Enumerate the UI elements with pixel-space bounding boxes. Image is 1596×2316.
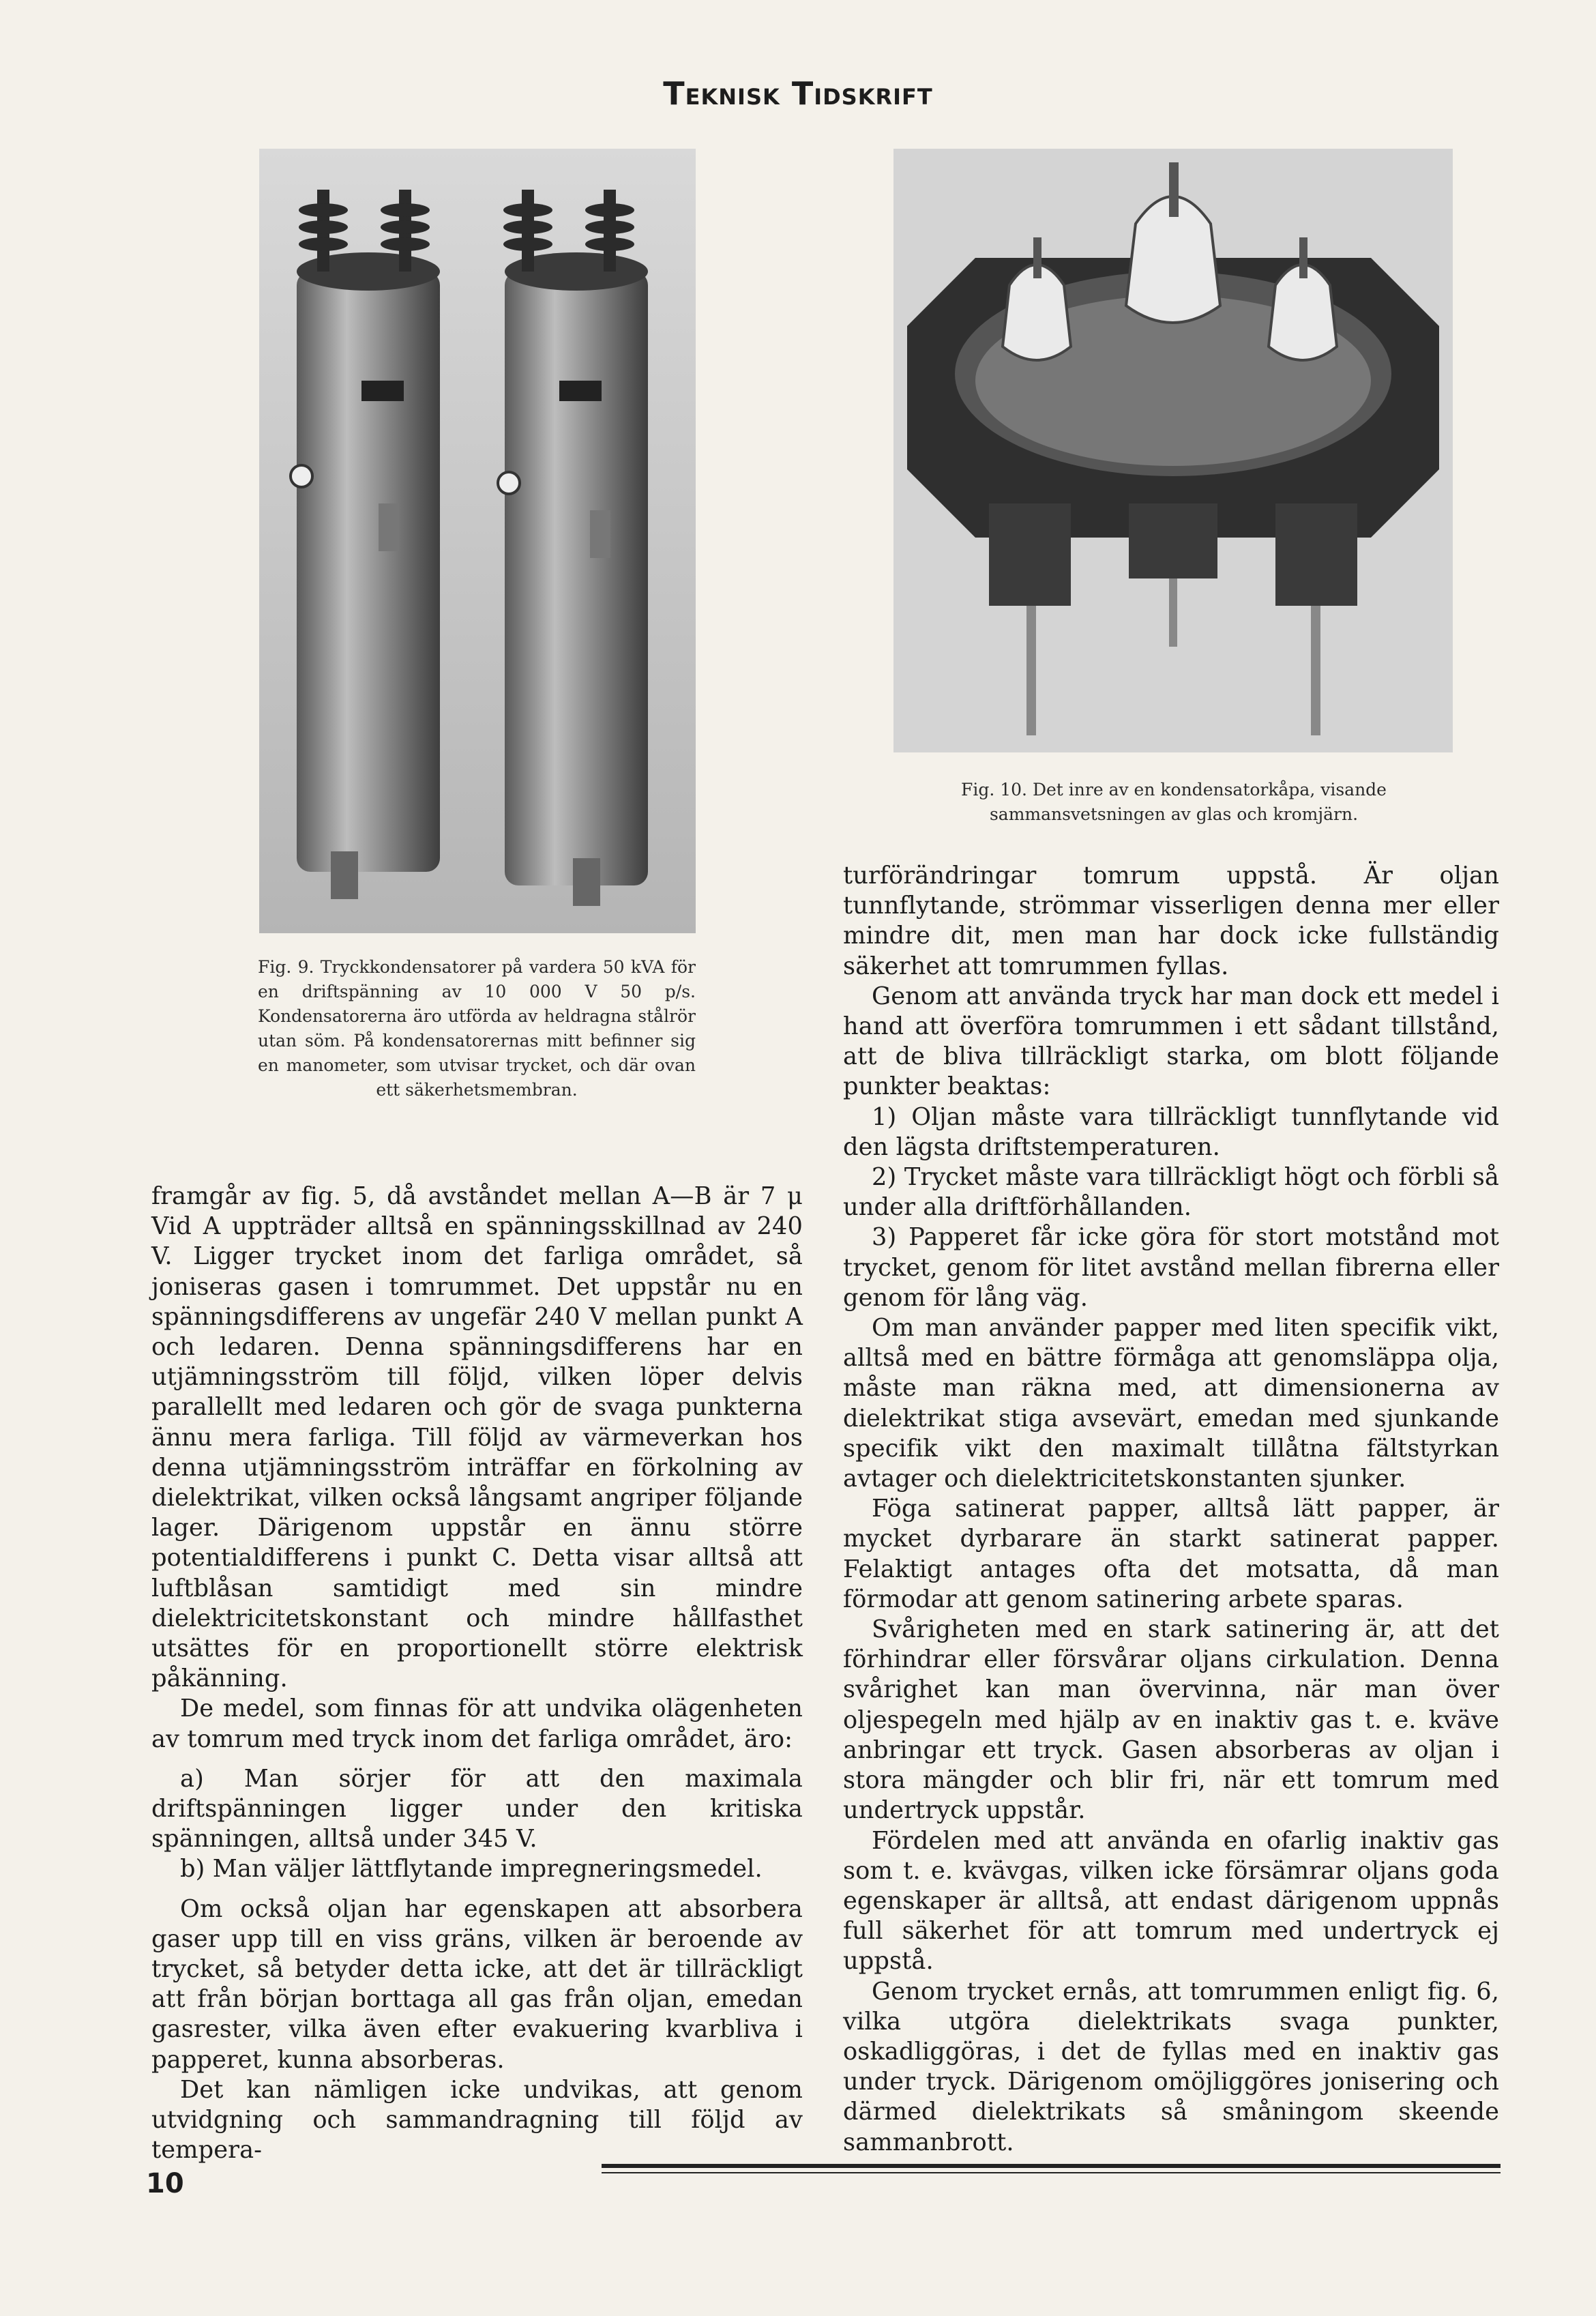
paragraph: Föga satinerat papper, alltså lätt papper, är mycket dyrbarare än starkt satinerat papper. Felaktigt antages ofta det motsatta, då man förmodar att genom satinering arbete sparas. (843, 1495, 1499, 1613)
paragraph: turförändringar tomrum uppstå. Är oljan tunnflytande, strömmar visserligen denna mer eller mindre dit, men man har dock icke fullständig säkerhet att tomrummen fyllas. (843, 862, 1499, 980)
paragraph: framgår av fig. 5, då avståndet mellan A—B är 7 μ Vid A uppträder alltså en spänningsskillnad av 240 V. Ligger trycket inom det farliga området, så joniseras gasen i tomrummet. Det uppstår nu en spänningsdifferens av ungefär 240 V mellan punkt A och ledaren. Denna spänningsdifferens har en utjämningsström till följd, vilken löper delvis parallellt med ledaren och gör de svaga punkterna ännu mera farliga. Till följd av värmeverkan hos denna utjämningsström inträffar en förkolning av dielektrikat, vilken också långsamt angriper följande lager. Därigenom uppstår en ännu större potentialdifferens i punkt C. Detta visar alltså att luftblåsan samtidigt med sin mindre dielektricitetskonstant och mindre hållfasthet utsättes för en proportionellt större elektrisk påkänning. (151, 1182, 803, 1693)
list-item: a) Man sörjer för att den maximala driftspänningen ligger under den kritiska spänningen, alltså under 345 V. (151, 1764, 803, 1853)
list-item: 1) Oljan måste vara tillräckligt tunnflytande vid den lägsta driftstemperaturen. (843, 1102, 1499, 1161)
page-number: 10 (146, 2168, 184, 2199)
footer-rule-thin (602, 2172, 1501, 2173)
paragraph: Fördelen med att använda en ofarlig inaktiv gas som t. e. kvävgas, vilken icke försämrar oljans goda egenskaper är alltså, att endast därigenom uppnås full säkerhet för att tomrum med undertryck ej uppstå. (843, 1826, 1499, 1976)
paragraph: Genom trycket ernås, att tomrummen enligt fig. 6, vilka utgöra dielektrikats svaga punkter, oskadliggöras, i det de fyllas med en inaktiv gas under tryck. Därigenom omöjliggöres jonisering och därmed dielektrikats så småningom skeende sammanbrott. (843, 1977, 1499, 2156)
figure-10-photo (893, 149, 1453, 752)
journal-title: Teknisk Tidskrift (663, 75, 933, 112)
paragraph: De medel, som finnas för att undvika olägenheten av tomrum med tryck inom det farliga området, äro: (151, 1695, 803, 1753)
list-item: 3) Papperet får icke göra för stort motstånd mot trycket, genom för litet avstånd mellan fibrerna eller genom för lång väg. (843, 1223, 1499, 1312)
figure-10-caption: Fig. 10. Det inre av en kondensatorkåpa, visande sammansvetsningen av glas och kromjärn. (961, 780, 1387, 824)
paragraph: Svårigheten med en stark satinering är, att det förhindrar eller försvårar oljans cirkulation. Denna svårighet kan man övervinna, när man över oljespegeln med hjälp av en inaktiv gas t. e. kväve anbringar ett tryck. Gasen absorberas av oljan i stora mängder och blir fri, när ett tomrum med undertryck uppstår. (843, 1615, 1499, 1825)
paragraph: Genom att använda tryck har man dock ett medel i hand att överföra tomrummen i ett sådant tillstånd, att de bliva tillräckligt starka, om blott följande punkter beaktas: (843, 982, 1499, 1101)
list-item: 2) Trycket måste vara tillräckligt högt och förbli så under alla driftförhållanden. (843, 1163, 1499, 1222)
list-item: b) Man väljer lättflytande impregneringsmedel. (180, 1855, 763, 1883)
figure-9-photo (259, 149, 696, 933)
paragraph: Om också oljan har egenskapen att absorbera gaser upp till en viss gräns, vilken är beroende av trycket, så betyder detta icke, att det är tillräckligt att från början borttaga all gas från oljan, emedan gasrester, vilka även efter evakuering kvarbliva i papperet, kunna absorberas. (151, 1894, 803, 2074)
right-text-column (843, 861, 1499, 2158)
paragraph: Det kan nämligen icke undvikas, att genom utvidgning och sammandragning till följd av tempera- (151, 2075, 803, 2165)
paragraph: Om man använder papper med liten specifik vikt, alltså med en bättre förmåga att genomsläppa olja, måste man räkna med, att dimensionerna av dielektrikat stiga avsevärt, emedan med sjunkande specifik vikt den maximalt tillåtna fältstyrkan avtager och dielektricitetskonstanten sjunker. (843, 1314, 1499, 1493)
figure-9-caption: Fig. 9. Tryckkondensatorer på vardera 50 kVA för en driftspänning av 10 000 V 50 p/s. Kondensatorerna äro utförda av heldragna stålrör utan söm. På kondensatorernas mitt befinner sig en manometer, som utvisar trycket, och där ovan ett säkerhetsmembran. (258, 957, 696, 1100)
left-text-column (151, 1182, 803, 2166)
footer-rule-thick (602, 2164, 1501, 2168)
